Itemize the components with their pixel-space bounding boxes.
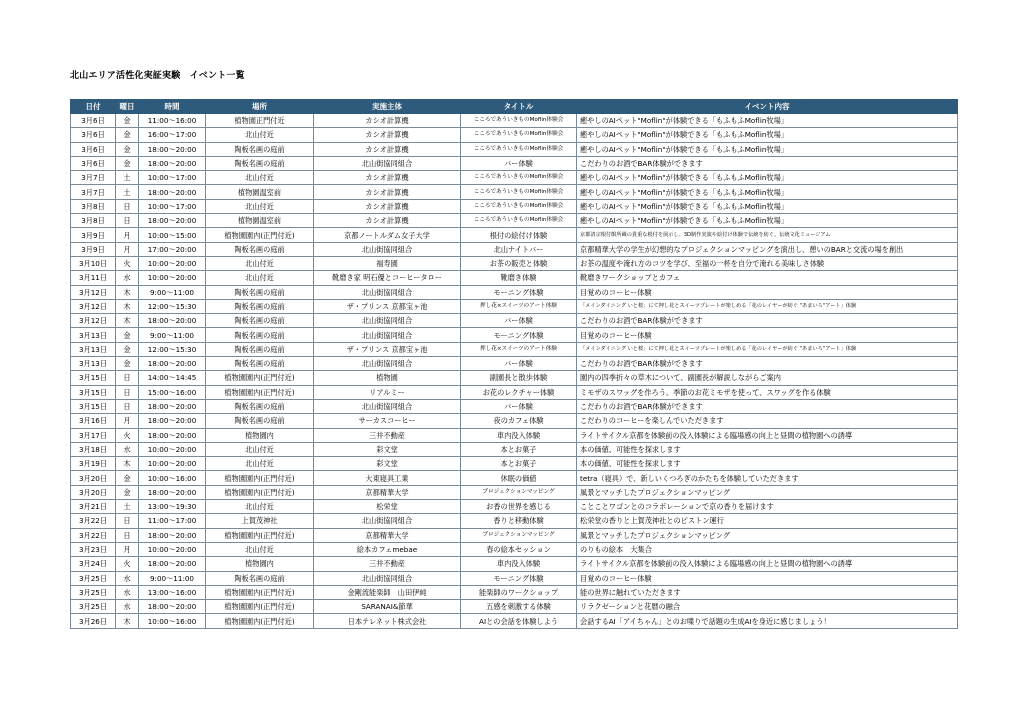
table-row — [71, 328, 958, 342]
table-row — [71, 285, 958, 299]
cell-organizer: 北山街協同組合 — [314, 285, 461, 299]
column-header-time: 時間 — [139, 100, 206, 114]
cell-time: 10:00～20:00 — [139, 457, 206, 471]
cell-event-title: こころであういきものMoflin体験会 — [461, 142, 577, 156]
cell-event-title: バー体験 — [461, 357, 577, 371]
cell-time: 18:00～20:00 — [139, 357, 206, 371]
cell-event-title: こころであういきものMoflin体験会 — [461, 128, 577, 142]
cell-place: 植物園園内(正門付近) — [206, 471, 314, 485]
cell-weekday: 日 — [116, 399, 139, 413]
cell-weekday: 日 — [116, 214, 139, 228]
cell-event-content: 癒やしのAIペット"Moflin"が体験できる「もふもふMoflin牧場」 — [577, 171, 958, 185]
cell-event-content: 癒やしのAIペット"Moflin"が体験できる「もふもふMoflin牧場」 — [577, 128, 958, 142]
cell-place: 植物園内 — [206, 428, 314, 442]
cell-event-content: 風景とマッチしたプロジェクションマッピング — [577, 485, 958, 499]
cell-event-title: モーニング体験 — [461, 285, 577, 299]
cell-weekday: 金 — [116, 342, 139, 356]
cell-event-content: 松栄堂の香りと上賀茂神社とのピストン運行 — [577, 514, 958, 528]
cell-date: 3月22日 — [71, 528, 116, 542]
table-row — [71, 142, 958, 156]
cell-organizer: 彩文堂 — [314, 457, 461, 471]
cell-event-title: 根付の絵付け体験 — [461, 228, 577, 242]
cell-date: 3月17日 — [71, 428, 116, 442]
cell-date: 3月23日 — [71, 542, 116, 556]
cell-event-content: 癒やしのAIペット"Moflin"が体験できる「もふもふMoflin牧場」 — [577, 214, 958, 228]
cell-organizer: 北山街協同組合 — [314, 357, 461, 371]
cell-place: 植物園園内(正門付近) — [206, 485, 314, 499]
cell-event-content: 癒やしのAIペット"Moflin"が体験できる「もふもふMoflin牧場」 — [577, 142, 958, 156]
cell-weekday: 日 — [116, 514, 139, 528]
cell-time: 18:00～20:00 — [139, 214, 206, 228]
cell-organizer: カシオ計算機 — [314, 185, 461, 199]
cell-organizer: カシオ計算機 — [314, 142, 461, 156]
cell-organizer: リアルミー — [314, 385, 461, 399]
cell-place: 植物園温室前 — [206, 214, 314, 228]
table-row — [71, 114, 958, 128]
cell-event-title: プロジェクションマッピング — [461, 485, 577, 499]
cell-event-content: 目覚めのコーヒー体験 — [577, 328, 958, 342]
cell-time: 10:00～15:00 — [139, 228, 206, 242]
cell-date: 3月6日 — [71, 114, 116, 128]
cell-place: 北山付近 — [206, 457, 314, 471]
cell-organizer: 彩文堂 — [314, 442, 461, 456]
cell-time: 15:00～16:00 — [139, 385, 206, 399]
cell-place: 陶板名画の庭前 — [206, 414, 314, 428]
cell-organizer: 金剛流能楽師 山田伊純 — [314, 585, 461, 599]
cell-weekday: 金 — [116, 471, 139, 485]
cell-weekday: 水 — [116, 442, 139, 456]
cell-organizer: 北山街協同組合 — [314, 314, 461, 328]
cell-place: 北山付近 — [206, 542, 314, 556]
cell-event-title: 能楽師のワークショップ — [461, 585, 577, 599]
cell-event-title: プロジェクションマッピング — [461, 528, 577, 542]
cell-event-title: モーニング体験 — [461, 328, 577, 342]
cell-event-title: 香りと移動体験 — [461, 514, 577, 528]
cell-weekday: 日 — [116, 528, 139, 542]
cell-place: 植物園園内(正門付近) — [206, 614, 314, 628]
table-row — [71, 500, 958, 514]
table-row — [71, 428, 958, 442]
cell-date: 3月25日 — [71, 600, 116, 614]
cell-event-content: ライトサイクル京都を体験前の没入体験による臨場感の向上と昼間の植物園への誘導 — [577, 557, 958, 571]
cell-date: 3月13日 — [71, 328, 116, 342]
cell-date: 3月24日 — [71, 557, 116, 571]
table-row — [71, 457, 958, 471]
cell-place: 陶板名画の庭前 — [206, 299, 314, 313]
cell-event-content: ライトサイクル京都を体験前の没入体験による臨場感の向上と昼間の植物園への誘導 — [577, 428, 958, 442]
cell-place: 植物園園内(正門付近) — [206, 228, 314, 242]
cell-organizer: ザ・プリンス 京都宝ヶ池 — [314, 342, 461, 356]
cell-place: 植物園温室前 — [206, 185, 314, 199]
cell-event-title: モーニング体験 — [461, 571, 577, 585]
cell-date: 3月19日 — [71, 457, 116, 471]
table-row — [71, 399, 958, 413]
cell-event-title: 押し花×スイーツのアート体験 — [461, 299, 577, 313]
cell-date: 3月26日 — [71, 614, 116, 628]
table-row — [71, 228, 958, 242]
cell-place: 陶板名画の庭前 — [206, 285, 314, 299]
cell-date: 3月20日 — [71, 485, 116, 499]
column-header-organizer: 実施主体 — [314, 100, 461, 114]
table-row — [71, 214, 958, 228]
cell-time: 10:00～20:00 — [139, 442, 206, 456]
column-header-event-content: イベント内容 — [577, 100, 958, 114]
cell-organizer: 靴磨き家 明石優とコーヒータロー — [314, 271, 461, 285]
table-row — [71, 128, 958, 142]
cell-place: 植物園正門付近 — [206, 114, 314, 128]
cell-event-title: 夜のカフェ体験 — [461, 414, 577, 428]
cell-organizer: 三井不動産 — [314, 428, 461, 442]
cell-event-content: tetra（寝具）で、新しいくつろぎのかたちを体験していただきます — [577, 471, 958, 485]
cell-event-title: お香の世界を感じる — [461, 500, 577, 514]
cell-weekday: 金 — [116, 357, 139, 371]
cell-weekday: 木 — [116, 614, 139, 628]
cell-time: 12:00～15:30 — [139, 299, 206, 313]
table-row — [71, 442, 958, 456]
cell-weekday: 月 — [116, 542, 139, 556]
cell-time: 18:00～20:00 — [139, 142, 206, 156]
table-row — [71, 471, 958, 485]
cell-place: 北山付近 — [206, 171, 314, 185]
cell-event-title: バー体験 — [461, 314, 577, 328]
table-row — [71, 542, 958, 556]
cell-time: 18:00～20:00 — [139, 399, 206, 413]
cell-event-content: 靴磨きワークショップとカフェ — [577, 271, 958, 285]
table-row — [71, 557, 958, 571]
cell-date: 3月20日 — [71, 471, 116, 485]
cell-organizer: カシオ計算機 — [314, 114, 461, 128]
cell-event-title: 春の絵本セッション — [461, 542, 577, 556]
cell-place: 植物園内 — [206, 557, 314, 571]
table-row — [71, 299, 958, 313]
cell-place: 植物園園内(正門付近) — [206, 385, 314, 399]
cell-place: 北山付近 — [206, 199, 314, 213]
cell-event-title: こころであういきものMoflin体験会 — [461, 114, 577, 128]
cell-organizer: SARANAI&節華 — [314, 600, 461, 614]
cell-event-content: こだわりのお酒でBAR体験ができます — [577, 314, 958, 328]
cell-event-content: 目覚めのコーヒー体験 — [577, 571, 958, 585]
cell-time: 10:00～20:00 — [139, 271, 206, 285]
cell-date: 3月11日 — [71, 271, 116, 285]
cell-date: 3月6日 — [71, 156, 116, 170]
cell-event-content: こだわりのお酒でBAR体験ができます — [577, 156, 958, 170]
table-row — [71, 256, 958, 270]
cell-time: 10:00～20:00 — [139, 256, 206, 270]
cell-organizer: カシオ計算機 — [314, 128, 461, 142]
cell-organizer: カシオ計算機 — [314, 171, 461, 185]
cell-date: 3月13日 — [71, 357, 116, 371]
column-header-weekday: 曜日 — [116, 100, 139, 114]
cell-place: 北山付近 — [206, 271, 314, 285]
cell-event-content: ことことワゴンとのコラボレーションで京の香りを届けます — [577, 500, 958, 514]
cell-event-content: こだわりのお酒でBAR体験ができます — [577, 357, 958, 371]
cell-event-title: 五感を刺激する体験 — [461, 600, 577, 614]
cell-date: 3月8日 — [71, 199, 116, 213]
table-row — [71, 600, 958, 614]
cell-time: 17:00～20:00 — [139, 242, 206, 256]
table-row — [71, 342, 958, 356]
cell-event-title: お茶の販売と体験 — [461, 256, 577, 270]
table-row — [71, 514, 958, 528]
event-table — [70, 99, 958, 629]
table-row — [71, 571, 958, 585]
cell-time: 18:00～20:00 — [139, 528, 206, 542]
cell-place: 北山付近 — [206, 128, 314, 142]
cell-event-content: 癒やしのAIペット"Moflin"が体験できる「もふもふMoflin牧場」 — [577, 199, 958, 213]
cell-weekday: 木 — [116, 314, 139, 328]
cell-date: 3月15日 — [71, 371, 116, 385]
cell-event-content: 「メインダイニング いと桜」にて押し花とスイーツプレートが楽しめる「花のレイヤーが紡ぐ "あまいろ"アート」体験 — [577, 342, 958, 356]
table-row — [71, 385, 958, 399]
cell-date: 3月6日 — [71, 142, 116, 156]
table-row — [71, 271, 958, 285]
cell-time: 18:00～20:00 — [139, 557, 206, 571]
cell-weekday: 月 — [116, 228, 139, 242]
cell-weekday: 水 — [116, 571, 139, 585]
column-header-date: 日付 — [71, 100, 116, 114]
cell-place: 北山付近 — [206, 500, 314, 514]
cell-event-content: お茶の温度や淹れ方のコツを学び、至福の一杯を自分で淹れる美味しさ体験 — [577, 256, 958, 270]
cell-event-title: こころであういきものMoflin体験会 — [461, 214, 577, 228]
cell-organizer: 北山街協同組合 — [314, 571, 461, 585]
page-title: 北山エリア活性化実証実験 イベント一覧 — [70, 71, 245, 81]
cell-time: 10:00～17:00 — [139, 171, 206, 185]
cell-organizer: 北山街協同組合 — [314, 242, 461, 256]
cell-place: 植物園園内(正門付近) — [206, 528, 314, 542]
cell-weekday: 土 — [116, 500, 139, 514]
cell-time: 9:00～11:00 — [139, 285, 206, 299]
table-row — [71, 156, 958, 170]
cell-date: 3月25日 — [71, 571, 116, 585]
table-row — [71, 199, 958, 213]
table-row — [71, 314, 958, 328]
cell-date: 3月22日 — [71, 514, 116, 528]
cell-place: 陶板名画の庭前 — [206, 342, 314, 356]
cell-place: 陶板名画の庭前 — [206, 314, 314, 328]
cell-time: 18:00～20:00 — [139, 485, 206, 499]
cell-time: 18:00～20:00 — [139, 414, 206, 428]
column-header-event-title: タイトル — [461, 100, 577, 114]
cell-weekday: 金 — [116, 142, 139, 156]
cell-organizer: 北山街協同組合 — [314, 399, 461, 413]
cell-date: 3月12日 — [71, 314, 116, 328]
cell-date: 3月13日 — [71, 342, 116, 356]
cell-event-title: 休眠の価値 — [461, 471, 577, 485]
table-row — [71, 171, 958, 185]
cell-weekday: 金 — [116, 328, 139, 342]
cell-place: 陶板名画の庭前 — [206, 156, 314, 170]
cell-time: 10:00～17:00 — [139, 199, 206, 213]
cell-weekday: 木 — [116, 457, 139, 471]
cell-event-title: 押し花×スイーツのアート体験 — [461, 342, 577, 356]
cell-event-title: 副園長と散歩体験 — [461, 371, 577, 385]
cell-weekday: 日 — [116, 371, 139, 385]
table-row — [71, 185, 958, 199]
cell-weekday: 月 — [116, 414, 139, 428]
cell-weekday: 月 — [116, 242, 139, 256]
cell-event-content: 目覚めのコーヒー体験 — [577, 285, 958, 299]
cell-event-content: 園内の四季折々の草木について、副園長が解説しながらご案内 — [577, 371, 958, 385]
cell-event-title: こころであういきものMoflin体験会 — [461, 171, 577, 185]
cell-event-content: 風景とマッチしたプロジェクションマッピング — [577, 528, 958, 542]
table-row — [71, 414, 958, 428]
cell-organizer: 北山街協同組合 — [314, 328, 461, 342]
cell-time: 18:00～20:00 — [139, 156, 206, 170]
cell-time: 12:00～15:30 — [139, 342, 206, 356]
cell-place: 陶板名画の庭前 — [206, 142, 314, 156]
cell-time: 11:00～16:00 — [139, 114, 206, 128]
cell-event-title: 車内没入体験 — [461, 557, 577, 571]
cell-organizer: 福寿園 — [314, 256, 461, 270]
cell-event-title: 北山ナイトバー — [461, 242, 577, 256]
cell-event-content: 癒やしのAIペット"Moflin"が体験できる「もふもふMoflin牧場」 — [577, 114, 958, 128]
cell-organizer: 大東寝具工業 — [314, 471, 461, 485]
cell-weekday: 金 — [116, 485, 139, 499]
cell-place: 北山付近 — [206, 256, 314, 270]
cell-date: 3月25日 — [71, 585, 116, 599]
cell-weekday: 火 — [116, 256, 139, 270]
cell-place: 陶板名画の庭前 — [206, 571, 314, 585]
table-row — [71, 242, 958, 256]
cell-weekday: 金 — [116, 156, 139, 170]
table-header-row — [71, 100, 958, 114]
cell-weekday: 木 — [116, 299, 139, 313]
cell-organizer: 三井不動産 — [314, 557, 461, 571]
cell-date: 3月18日 — [71, 442, 116, 456]
cell-time: 9:00～11:00 — [139, 571, 206, 585]
cell-time: 14:00～14:45 — [139, 371, 206, 385]
cell-date: 3月16日 — [71, 414, 116, 428]
cell-date: 3月7日 — [71, 171, 116, 185]
cell-date: 3月15日 — [71, 399, 116, 413]
column-header-place: 場所 — [206, 100, 314, 114]
cell-event-content: 本の価値、可能性を探求します — [577, 442, 958, 456]
cell-time: 18:00～20:00 — [139, 314, 206, 328]
cell-time: 13:00～19:30 — [139, 500, 206, 514]
cell-weekday: 水 — [116, 271, 139, 285]
cell-time: 18:00～20:00 — [139, 428, 206, 442]
cell-date: 3月15日 — [71, 385, 116, 399]
cell-event-title: 車内没入体験 — [461, 428, 577, 442]
cell-event-title: 本とお菓子 — [461, 442, 577, 456]
cell-event-content: 京都清宗根付館所蔵の貴重な根付を展示し、3D制作実演や絵付け体験で伝統を紡ぐ。伝統文化ミュージアム — [577, 228, 958, 242]
cell-organizer: 京都精華大学 — [314, 485, 461, 499]
table-row — [71, 585, 958, 599]
cell-event-content: 能の世界に触れていただきます — [577, 585, 958, 599]
cell-event-content: 本の価値、可能性を探求します — [577, 457, 958, 471]
cell-weekday: 日 — [116, 199, 139, 213]
cell-weekday: 火 — [116, 557, 139, 571]
cell-organizer: 北山街協同組合 — [314, 156, 461, 170]
table-row — [71, 614, 958, 628]
cell-event-content: 「メインダイニング いと桜」にて押し花とスイーツプレートが楽しめる「花のレイヤーが紡ぐ "あまいろ"アート」体験 — [577, 299, 958, 313]
cell-organizer: カシオ計算機 — [314, 199, 461, 213]
cell-time: 18:00～20:00 — [139, 600, 206, 614]
cell-event-content: 癒やしのAIペット"Moflin"が体験できる「もふもふMoflin牧場」 — [577, 185, 958, 199]
table-row — [71, 357, 958, 371]
cell-time: 11:00～17:00 — [139, 514, 206, 528]
cell-weekday: 土 — [116, 171, 139, 185]
cell-date: 3月21日 — [71, 500, 116, 514]
cell-event-content: 会話するAI「アイちゃん」とのお喋りで話題の生成AIを身近に感じましょう！ — [577, 614, 958, 628]
cell-date: 3月10日 — [71, 256, 116, 270]
cell-place: 陶板名画の庭前 — [206, 399, 314, 413]
cell-event-title: バー体験 — [461, 156, 577, 170]
table-row — [71, 528, 958, 542]
cell-place: 植物園園内(正門付近) — [206, 371, 314, 385]
cell-event-content: のりもの絵本 大集合 — [577, 542, 958, 556]
cell-time: 10:00～16:00 — [139, 471, 206, 485]
cell-date: 3月12日 — [71, 285, 116, 299]
cell-weekday: 日 — [116, 385, 139, 399]
cell-organizer: カシオ計算機 — [314, 214, 461, 228]
cell-place: 陶板名画の庭前 — [206, 357, 314, 371]
cell-place: 上賀茂神社 — [206, 514, 314, 528]
table-row — [71, 371, 958, 385]
cell-organizer: 京都精華大学 — [314, 528, 461, 542]
cell-event-content: 京都精華大学の学生が幻想的なプロジェクションマッピングを演出し、憩いのBARと交流の場を創出 — [577, 242, 958, 256]
cell-weekday: 水 — [116, 600, 139, 614]
cell-date: 3月12日 — [71, 299, 116, 313]
cell-time: 10:00～16:00 — [139, 614, 206, 628]
cell-event-title: 本とお菓子 — [461, 457, 577, 471]
cell-organizer: サーカスコーヒー — [314, 414, 461, 428]
cell-time: 9:00～11:00 — [139, 328, 206, 342]
cell-date: 3月7日 — [71, 185, 116, 199]
cell-event-title: こころであういきものMoflin体験会 — [461, 185, 577, 199]
cell-event-title: バー体験 — [461, 399, 577, 413]
cell-time: 16:00～17:00 — [139, 128, 206, 142]
cell-place: 陶板名画の庭前 — [206, 242, 314, 256]
cell-weekday: 金 — [116, 114, 139, 128]
cell-place: 陶板名画の庭前 — [206, 328, 314, 342]
cell-weekday: 金 — [116, 128, 139, 142]
cell-date: 3月9日 — [71, 242, 116, 256]
cell-event-content: こだわりのお酒でBAR体験ができます — [577, 399, 958, 413]
cell-time: 18:00～20:00 — [139, 185, 206, 199]
cell-date: 3月6日 — [71, 128, 116, 142]
table-row — [71, 485, 958, 499]
table-body — [71, 114, 958, 629]
cell-place: 植物園園内(正門付近) — [206, 600, 314, 614]
cell-weekday: 火 — [116, 428, 139, 442]
cell-organizer: 京都ノートルダム女子大学 — [314, 228, 461, 242]
cell-event-title: こころであういきものMoflin体験会 — [461, 199, 577, 213]
cell-weekday: 土 — [116, 185, 139, 199]
cell-organizer: 日本テレネット株式会社 — [314, 614, 461, 628]
cell-organizer: 植物園 — [314, 371, 461, 385]
cell-event-title: AIとの会話を体験しよう — [461, 614, 577, 628]
cell-organizer: 北山街協同組合 — [314, 514, 461, 528]
cell-event-title: お花のレクチャー体験 — [461, 385, 577, 399]
cell-date: 3月8日 — [71, 214, 116, 228]
cell-organizer: ザ・プリンス 京都宝ヶ池 — [314, 299, 461, 313]
cell-event-content: リラクゼーションと花暦の融合 — [577, 600, 958, 614]
cell-date: 3月9日 — [71, 228, 116, 242]
cell-event-content: こだわりのコーヒーを楽しんでいただきます — [577, 414, 958, 428]
cell-time: 10:00～20:00 — [139, 542, 206, 556]
cell-time: 13:00～16:00 — [139, 585, 206, 599]
cell-place: 植物園園内(正門付近) — [206, 585, 314, 599]
cell-weekday: 水 — [116, 585, 139, 599]
cell-weekday: 木 — [116, 285, 139, 299]
cell-organizer: 絵本カフェmebae — [314, 542, 461, 556]
cell-event-content: ミモザのスワッグを作ろう。季節のお花ミモザを使って、スワッグを作る体験 — [577, 385, 958, 399]
cell-organizer: 松栄堂 — [314, 500, 461, 514]
cell-place: 北山付近 — [206, 442, 314, 456]
cell-event-title: 靴磨き体験 — [461, 271, 577, 285]
